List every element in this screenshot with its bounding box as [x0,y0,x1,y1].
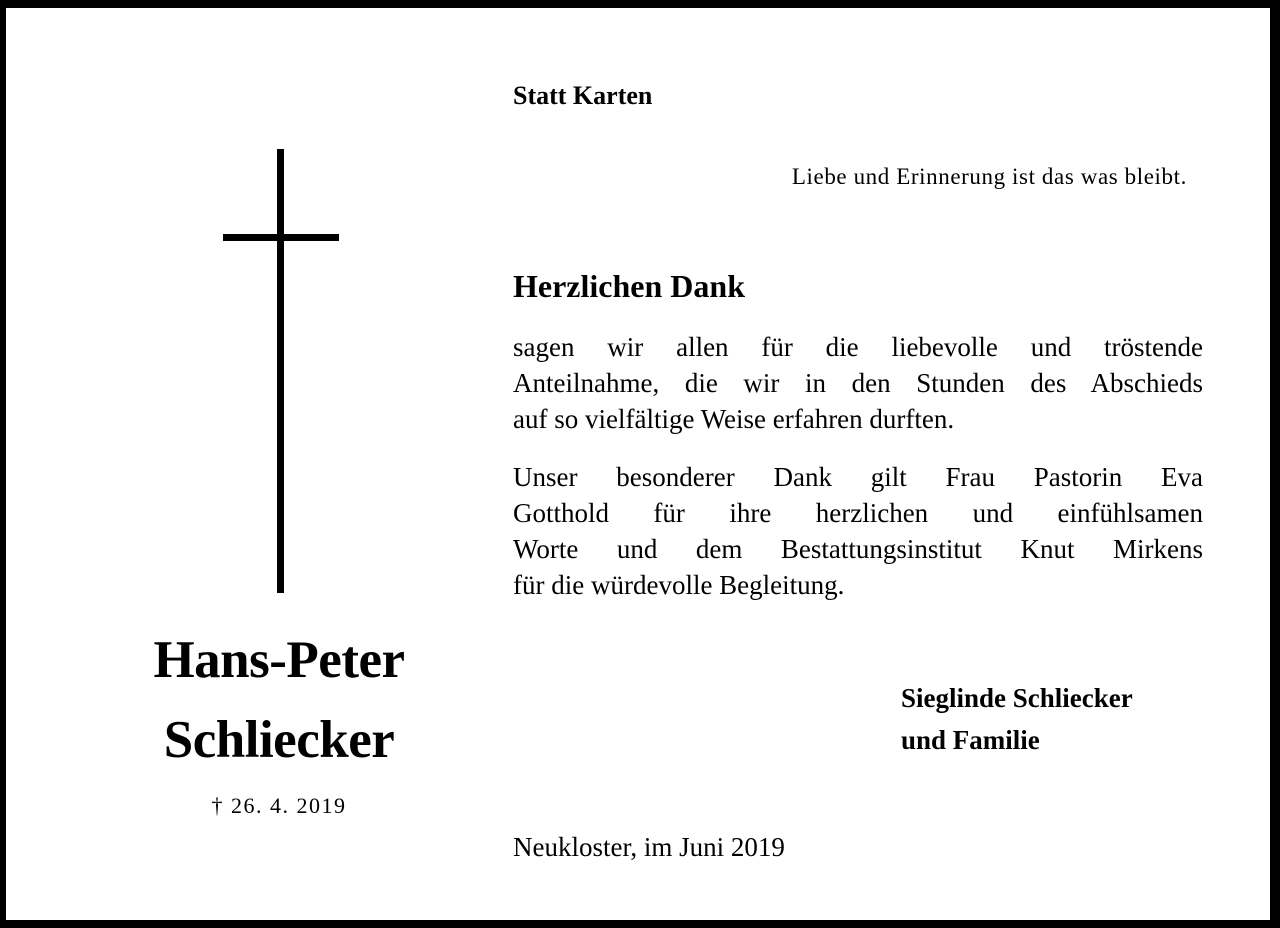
signature-family: und Familie [901,725,1040,755]
paragraph-line: Unser besonderer Dank gilt Frau Pastorin Eva [513,462,1203,492]
cross-icon [277,149,284,593]
deceased-name [86,620,472,780]
signature [901,677,1133,761]
cross-icon-crossbar [223,234,339,241]
signature-name: Sieglinde Schliecker [901,683,1133,713]
motto: Liebe und Erinnerung ist das was bleibt. [791,164,1187,189]
paragraph-line: sagen wir allen für die liebevolle und tröstende [513,332,1203,362]
deceased-first-name: Hans-Peter [153,631,405,689]
paragraph-line: auf so vielfältige Weise erfahren durften. [513,404,955,434]
paragraph-line: Worte und dem Bestattungsinstitut Knut Mirkens [513,534,1203,564]
thanks-heading: Herzlichen Dank [513,268,745,304]
place-date: Neukloster, im Juni 2019 [513,832,785,862]
paragraph-line: Gotthold für ihre herzlichen und einfühlsamen [513,498,1203,528]
death-date: † 26. 4. 2019 [211,793,347,818]
deceased-last-name: Schliecker [163,711,395,769]
thanks-paragraph-2 [513,459,1203,603]
thanks-paragraph-1 [513,329,1203,437]
paragraph-line: Anteilnahme, die wir in den Stunden des Abschieds [513,368,1203,398]
header-statt-karten: Statt Karten [513,81,653,110]
paragraph-line: für die würdevolle Begleitung. [513,570,845,600]
